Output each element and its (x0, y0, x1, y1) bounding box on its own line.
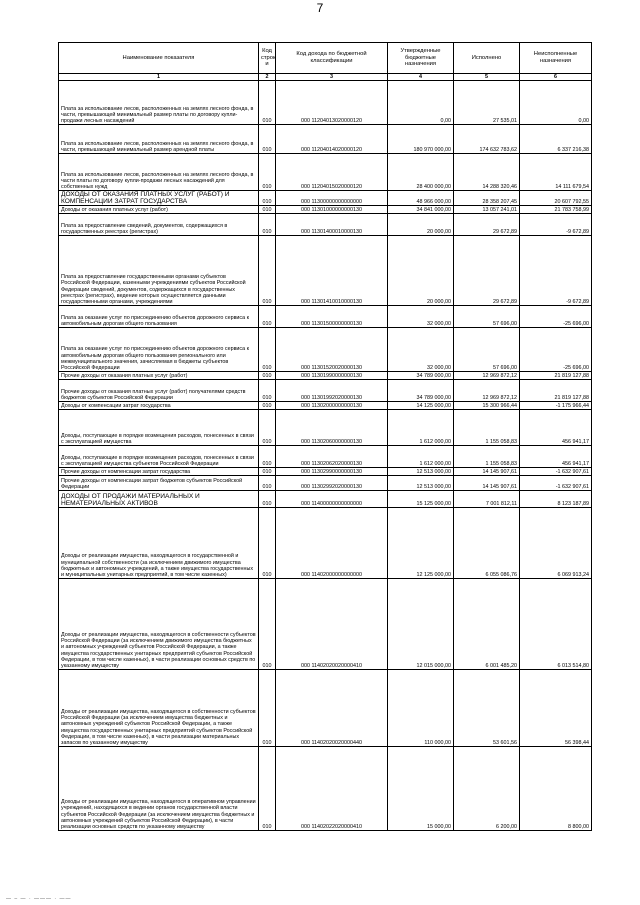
row-executed: 1 155 058,83 (454, 410, 520, 446)
table-row (59, 236, 592, 306)
row-income-code: 000 11402022020000410 (276, 747, 388, 831)
table-row (59, 747, 592, 831)
row-executed: 15 300 966,44 (454, 402, 520, 410)
row-income-code: 000 11402020020000410 (276, 579, 388, 670)
row-executed: 7 001 812,11 (454, 491, 520, 508)
row-line-code: 010 (259, 372, 276, 380)
row-line-code: 010 (259, 446, 276, 468)
row-line-code: 010 (259, 380, 276, 402)
row-unexecuted: -1 632 907,61 (520, 476, 592, 491)
row-executed: 29 672,89 (454, 236, 520, 306)
row-executed: 12 969 872,12 (454, 380, 520, 402)
row-executed: 27 535,01 (454, 81, 520, 125)
row-approved: 20 000,00 (388, 214, 454, 236)
row-name: Доходы от реализации имущества, находящегося в собственности субъектов Российской Федерации (за исключением движимого имущества бюджетных и автономных учреждений субъектов Российской Федерации, а также имущества государственных унитарных предприятий субъектов Российской Федерации, в том числе казенных), в части реализации основных средств по указанному имуществу (59, 579, 259, 670)
row-executed: 1 155 058,83 (454, 446, 520, 468)
row-name: Доходы от компенсации затрат государства (59, 402, 259, 410)
table-body (59, 81, 592, 831)
row-approved: 32 000,00 (388, 306, 454, 328)
row-executed: 14 288 320,46 (454, 154, 520, 191)
row-unexecuted: -1 632 907,61 (520, 468, 592, 476)
row-name: Прочие доходы от оказания платных услуг (работ) (59, 372, 259, 380)
row-income-code: 000 11204014020000120 (276, 125, 388, 154)
row-income-code: 000 11300000000000000 (276, 191, 388, 206)
row-unexecuted: 21 783 758,99 (520, 206, 592, 214)
row-executed: 6 001 485,20 (454, 579, 520, 670)
row-approved: 28 400 000,00 (388, 154, 454, 191)
row-name: ДОХОДЫ ОТ ПРОДАЖИ МАТЕРИАЛЬНЫХ И НЕМАТЕРИАЛЬНЫХ АКТИВОВ (59, 491, 259, 508)
col-header-income-code: Код дохода по бюджетной классификации (276, 43, 388, 74)
col-header-line-code: Код строк и (259, 43, 276, 74)
row-approved: 1 612 000,00 (388, 410, 454, 446)
row-approved: 180 970 000,00 (388, 125, 454, 154)
column-number: 4 (388, 74, 454, 81)
row-line-code: 010 (259, 328, 276, 372)
row-executed: 29 672,89 (454, 214, 520, 236)
row-executed: 14 145 907,61 (454, 476, 520, 491)
row-name: Плата за предоставление государственными органами субъектов Российской Федерации, казенными учреждениями субъектов Российской Федерации сведений, документов, содержащихся в государственных реестрах (регистрах), ведение которых осуществляется данными государственными органами, учреждениями (59, 236, 259, 306)
table-row (59, 402, 592, 410)
row-unexecuted: 456 941,17 (520, 446, 592, 468)
row-unexecuted: 6 013 514,80 (520, 579, 592, 670)
row-name: ДОХОДЫ ОТ ОКАЗАНИЯ ПЛАТНЫХ УСЛУГ (РАБОТ) И КОМПЕНСАЦИИ ЗАТРАТ ГОСУДАРСТВА (59, 191, 259, 206)
row-unexecuted: 456 941,17 (520, 410, 592, 446)
row-income-code: 000 11402020020000440 (276, 670, 388, 747)
row-line-code: 010 (259, 154, 276, 191)
row-name: Плата за использование лесов, расположенных на землях лесного фонда, в части, превышающей минимальный размер арендной платы (59, 125, 259, 154)
row-line-code: 010 (259, 306, 276, 328)
table-row (59, 125, 592, 154)
row-unexecuted: -25 696,00 (520, 306, 592, 328)
table-row (59, 328, 592, 372)
row-approved: 12 125 000,00 (388, 508, 454, 579)
row-unexecuted: -25 696,00 (520, 328, 592, 372)
row-line-code: 010 (259, 747, 276, 831)
row-name: Прочие доходы от оказания платных услуг (работ) получателями средств бюджетов субъектов Российской Федерации (59, 380, 259, 402)
col-header-name: Наименование показателя (59, 43, 259, 74)
row-line-code: 010 (259, 125, 276, 154)
row-income-code: 000 11400000000000000 (276, 491, 388, 508)
row-income-code: 000 11204015020000120 (276, 154, 388, 191)
row-approved: 34 789 000,00 (388, 380, 454, 402)
row-line-code: 010 (259, 214, 276, 236)
row-line-code: 010 (259, 236, 276, 306)
row-name: Доходы от реализации имущества, находящегося в собственности субъектов Российской Федерации (за исключением имущества бюджетных и автономных учреждений субъектов Российской Федерации, а также имущества государственных унитарных предприятий субъектов Российской Федерации, в том числе казенных), в части реализации материальных запасов по указанному имуществу (59, 670, 259, 747)
budget-execution-table (58, 42, 592, 831)
row-unexecuted: 14 111 679,54 (520, 154, 592, 191)
row-income-code: 000 11301500000000130 (276, 306, 388, 328)
row-income-code: 000 11302000000000130 (276, 402, 388, 410)
row-income-code: 000 11301992020000130 (276, 380, 388, 402)
row-unexecuted: 0,00 (520, 81, 592, 125)
row-unexecuted: 56 398,44 (520, 670, 592, 747)
table-row (59, 446, 592, 468)
row-unexecuted: 6 069 913,24 (520, 508, 592, 579)
table-row (59, 579, 592, 670)
row-approved: 12 015 000,00 (388, 579, 454, 670)
row-name: Прочие доходы от компенсации затрат государства (59, 468, 259, 476)
row-income-code: 000 11302060000000130 (276, 410, 388, 446)
row-approved: 12 513 000,00 (388, 468, 454, 476)
row-line-code: 010 (259, 670, 276, 747)
row-line-code: 010 (259, 410, 276, 446)
row-approved: 34 789 000,00 (388, 372, 454, 380)
row-line-code: 010 (259, 81, 276, 125)
row-income-code: 000 11301000000000130 (276, 206, 388, 214)
row-approved: 34 841 000,00 (388, 206, 454, 214)
row-line-code: 010 (259, 491, 276, 508)
row-line-code: 010 (259, 508, 276, 579)
col-header-approved: Утвержденные бюджетные назначения (388, 43, 454, 74)
row-approved: 15 125 000,00 (388, 491, 454, 508)
row-executed: 13 057 241,01 (454, 206, 520, 214)
row-income-code: 000 11204013020000120 (276, 81, 388, 125)
row-executed: 6 200,00 (454, 747, 520, 831)
row-approved: 14 125 000,00 (388, 402, 454, 410)
row-line-code: 010 (259, 468, 276, 476)
column-number: 1 (59, 74, 259, 81)
table-row (59, 491, 592, 508)
row-line-code: 010 (259, 579, 276, 670)
row-income-code: 000 11302992020000130 (276, 476, 388, 491)
row-executed: 53 601,56 (454, 670, 520, 747)
row-unexecuted: 20 607 792,55 (520, 191, 592, 206)
row-executed: 57 696,00 (454, 328, 520, 372)
row-name: Доходы от реализации имущества, находящегося в оперативном управлении учреждений, находящихся в ведении органов государственной власти субъектов Российской Федерации (за исключением имущества бюджетных и автономных учреждений субъектов Российской Федерации), в части реализации основных средств по указанному имуществу (59, 747, 259, 831)
row-unexecuted: -1 175 966,44 (520, 402, 592, 410)
row-executed: 28 358 207,45 (454, 191, 520, 206)
column-number: 6 (520, 74, 592, 81)
row-line-code: 010 (259, 191, 276, 206)
row-approved: 32 000,00 (388, 328, 454, 372)
table-row (59, 508, 592, 579)
table-row (59, 410, 592, 446)
row-executed: 6 055 086,76 (454, 508, 520, 579)
table-row (59, 206, 592, 214)
row-name: Доходы от оказания платных услуг (работ) (59, 206, 259, 214)
column-number: 5 (454, 74, 520, 81)
row-income-code: 000 11301410010000130 (276, 236, 388, 306)
table-row (59, 380, 592, 402)
row-line-code: 010 (259, 402, 276, 410)
header-row (59, 43, 592, 74)
row-name: Плата за оказание услуг по присоединению объектов дорожного сервиса к автомобильным дорогам общего пользования регионального или межмуниципального значения, зачисляемая в бюджеты субъектов Российской Федерации (59, 328, 259, 372)
row-approved: 15 000,00 (388, 747, 454, 831)
table-row (59, 154, 592, 191)
column-number: 2 (259, 74, 276, 81)
row-unexecuted: -9 672,89 (520, 214, 592, 236)
row-income-code: 000 11302990000000130 (276, 468, 388, 476)
row-unexecuted: -9 672,89 (520, 236, 592, 306)
row-income-code: 000 11402000000000000 (276, 508, 388, 579)
table-row (59, 468, 592, 476)
row-name: Доходы, поступающие в порядке возмещения расходов, понесенных в связи с эксплуатацией имущества субъектов Российской Федерации (59, 446, 259, 468)
row-unexecuted: 21 819 127,88 (520, 372, 592, 380)
row-line-code: 010 (259, 476, 276, 491)
row-approved: 12 513 000,00 (388, 476, 454, 491)
page-number: 7 (316, 1, 324, 15)
row-executed: 57 696,00 (454, 306, 520, 328)
row-name: Плата за предоставление сведений, документов, содержащихся в государственных реестрах (регистрах) (59, 214, 259, 236)
table-row (59, 670, 592, 747)
table-row (59, 476, 592, 491)
column-number: 3 (276, 74, 388, 81)
table-row (59, 372, 592, 380)
row-approved: 48 966 000,00 (388, 191, 454, 206)
row-name: Плата за использование лесов, расположенных на землях лесного фонда, в части платы по договору купли-продажи лесных насаждений для собственных нужд (59, 154, 259, 191)
table-row (59, 191, 592, 206)
row-name: Доходы от реализации имущества, находящегося в государственной и муниципальной собственности (за исключением движимого имущества бюджетных и автономных учреждений, а также имущества государственных и муниципальных унитарных предприятий, в том числе казенных) (59, 508, 259, 579)
table-row (59, 306, 592, 328)
row-name: Плата за оказание услуг по присоединению объектов дорожного сервиса к автомобильным дорогам общего пользования (59, 306, 259, 328)
col-header-unexecuted: Неисполненные назначения (520, 43, 592, 74)
row-approved: 0,00 (388, 81, 454, 125)
row-approved: 110 000,00 (388, 670, 454, 747)
row-line-code: 010 (259, 206, 276, 214)
row-unexecuted: 8 800,00 (520, 747, 592, 831)
row-unexecuted: 6 337 216,38 (520, 125, 592, 154)
row-name: Доходы, поступающие в порядке возмещения расходов, понесенных в связи с эксплуатацией имущества (59, 410, 259, 446)
column-number-row (59, 74, 592, 81)
row-approved: 20 000,00 (388, 236, 454, 306)
row-name: Плата за использование лесов, расположенных на землях лесного фонда, в части, превышающей минимальный размер платы по договору купли-продажи лесных насаждений (59, 81, 259, 125)
table-row (59, 81, 592, 125)
footer-marks: — – — · ——— · —— (6, 896, 72, 902)
row-unexecuted: 21 819 127,88 (520, 380, 592, 402)
col-header-executed: Исполнено (454, 43, 520, 74)
row-approved: 1 612 000,00 (388, 446, 454, 468)
table-row (59, 214, 592, 236)
row-name: Прочие доходы от компенсации затрат бюджетов субъектов Российской Федерации (59, 476, 259, 491)
row-executed: 12 969 872,12 (454, 372, 520, 380)
row-executed: 14 145 907,61 (454, 468, 520, 476)
row-executed: 174 632 783,62 (454, 125, 520, 154)
row-unexecuted: 8 123 187,89 (520, 491, 592, 508)
row-income-code: 000 11301990000000130 (276, 372, 388, 380)
row-income-code: 000 11302062020000130 (276, 446, 388, 468)
row-income-code: 000 11301400010000130 (276, 214, 388, 236)
row-income-code: 000 11301520020000130 (276, 328, 388, 372)
